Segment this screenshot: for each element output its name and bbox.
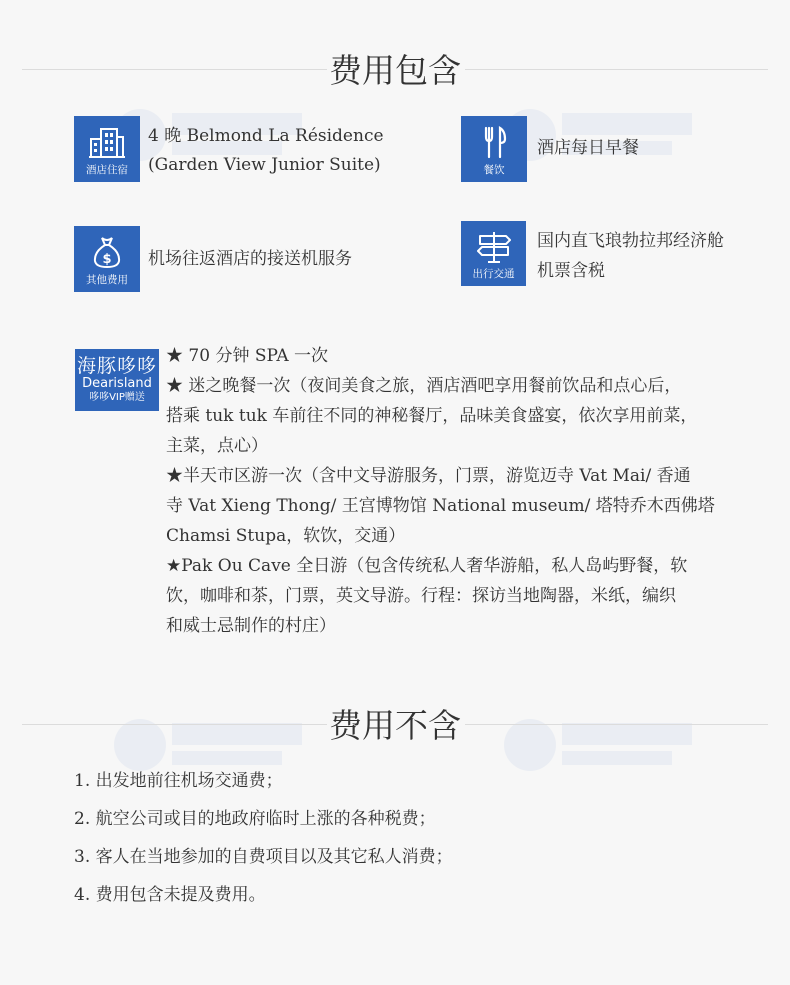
- vip-line: ★ 70 分钟 SPA 一次: [166, 346, 329, 366]
- vip-line: 和威士忌制作的村庄）: [166, 616, 336, 636]
- hotel-text: [148, 122, 384, 180]
- list-item: 2. 航空公司或目的地政府临时上涨的各种税费；: [74, 809, 436, 829]
- excluded-title: 费用不含: [329, 706, 461, 745]
- transport-text: [537, 226, 724, 286]
- dining-line-1: 酒店每日早餐: [537, 138, 639, 158]
- vip-line: ★ 迷之晚餐一次（夜间美食之旅，酒店酒吧享用餐前饮品和点心后，: [166, 376, 682, 396]
- other-fees-label: 其他费用: [86, 274, 128, 286]
- signpost-icon: [474, 230, 514, 264]
- hotel-icon: [87, 125, 127, 159]
- included-title: 费用包含: [329, 51, 461, 90]
- vip-line: 主菜，点心）: [166, 436, 268, 456]
- list-item: 1. 出发地前往机场交通费；: [74, 771, 283, 791]
- vip-text: [166, 341, 786, 641]
- vip-label: 哆哆VIP赠送: [89, 392, 145, 403]
- vip-badge: [75, 349, 159, 411]
- vip-line: ★Pak Ou Cave 全日游（包含传统私人奢华游船，私人岛屿野餐，软: [166, 556, 688, 576]
- svg-text:$: $: [102, 252, 112, 267]
- dining-badge: [461, 116, 527, 182]
- vip-logo-en: Dearisland: [82, 376, 152, 391]
- transport-badge: [461, 221, 526, 286]
- transport-label: 出行交通: [472, 268, 515, 280]
- vip-logo-cn: 海豚哆哆: [76, 355, 157, 377]
- excluded-list: [74, 763, 453, 915]
- dining-icon: [479, 125, 509, 159]
- dining-label: 餐饮: [483, 164, 505, 176]
- dining-text: [537, 134, 639, 163]
- other-fees-line-1: 机场往返酒店的接送机服务: [148, 249, 352, 269]
- money-bag-icon: [90, 234, 124, 270]
- list-item: 3. 客人在当地参加的自费项目以及其它私人消费；: [74, 847, 453, 867]
- hotel-line-1: 4 晚 Belmond La Résidence: [148, 126, 384, 146]
- vip-line: Chamsi Stupa，软饮，交通）: [166, 526, 406, 546]
- vip-line: 寺 Vat Xieng Thong/ 王宫博物馆 National museum/ 塔特乔木西佛塔: [166, 496, 715, 516]
- hotel-badge: [74, 116, 140, 182]
- list-item: 4. 费用包含未提及费用。: [74, 885, 266, 905]
- vip-line: 饮，咖啡和茶，门票，英文导游。行程：探访当地陶器，米纸，编织: [166, 586, 676, 606]
- vip-line: 搭乘 tuk tuk 车前往不同的神秘餐厅，品味美食盛宴，依次享用前菜，: [166, 406, 698, 426]
- transport-line-2: 机票含税: [537, 261, 605, 281]
- other-fees-text: [148, 245, 352, 274]
- hotel-line-2: (Garden View Junior Suite): [148, 155, 381, 175]
- other-fees-badge: [74, 226, 140, 292]
- hotel-label: 酒店住宿: [86, 164, 128, 176]
- transport-line-1: 国内直飞琅勃拉邦经济舱: [537, 231, 724, 251]
- vip-line: ★半天市区游一次（含中文导游服务，门票，游览迈寺 Vat Mai/ 香通: [166, 466, 691, 486]
